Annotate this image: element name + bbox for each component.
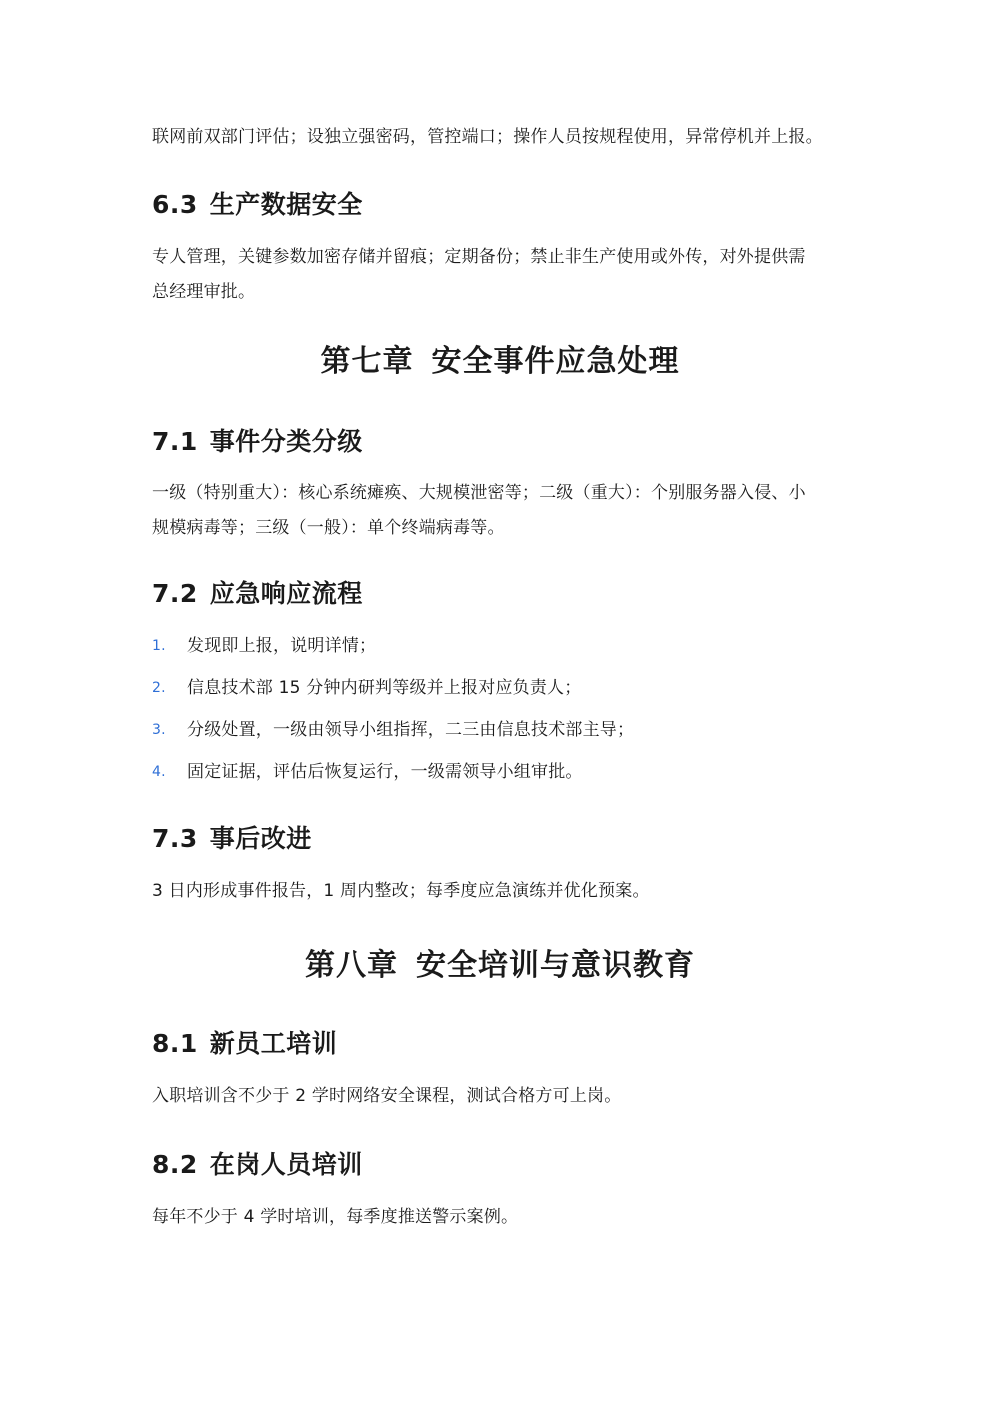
- section-7-3-paragraph: 3 日内形成事件报告，1 周内整改；每季度应急演练并优化预案。: [152, 881, 650, 901]
- list-item: [152, 760, 852, 802]
- chapter-number: 第七章: [320, 344, 414, 379]
- chapter-7-heading: [0, 340, 1000, 384]
- section-number: 8.1: [152, 1029, 198, 1058]
- section-7-2-heading: [152, 576, 852, 612]
- section-title: 事件分类分级: [209, 427, 363, 456]
- chapter-number: 第八章: [305, 948, 398, 983]
- section-8-2-paragraph: 每年不少于 4 学时培训，每季度推送警示案例。: [152, 1207, 519, 1227]
- section-number: 7.2: [152, 579, 198, 608]
- section-6-3-heading: [152, 187, 852, 223]
- list-marker: 1.: [152, 638, 166, 654]
- list-item: [152, 634, 852, 676]
- list-item: [152, 718, 852, 760]
- section-7-1-paragraph: [152, 476, 852, 546]
- section-number: 7.3: [152, 824, 198, 853]
- response-steps-list: [152, 634, 852, 802]
- paragraph-line: 专人管理，关键参数加密存储并留痕；定期备份；禁止非生产使用或外传，对外提供需: [152, 247, 806, 267]
- list-item-text: 信息技术部 15 分钟内研判等级并上报对应负责人；: [187, 678, 582, 698]
- section-title: 事后改进: [209, 824, 312, 853]
- list-item-text: 发现即上报，说明详情；: [187, 636, 377, 656]
- paragraph-line: 一级（特别重大）：核心系统瘫痪、大规模泄密等；二级（重大）：个别服务器入侵、小: [152, 483, 806, 503]
- list-item-text: 分级处置，一级由领导小组指挥，二三由信息技术部主导；: [187, 720, 635, 740]
- paragraph-line: 规模病毒等；三级（一般）：单个终端病毒等。: [152, 518, 505, 538]
- section-title: 应急响应流程: [209, 579, 363, 608]
- section-7-1-heading: [152, 424, 852, 460]
- section-6-3-paragraph: [152, 240, 852, 310]
- chapter-8-heading: [0, 944, 1000, 988]
- section-title: 新员工培训: [209, 1029, 338, 1058]
- list-item: [152, 676, 852, 718]
- section-8-1-paragraph: 入职培训含不少于 2 学时网络安全课程，测试合格方可上岗。: [152, 1086, 622, 1106]
- section-number: 7.1: [152, 427, 198, 456]
- chapter-title: 安全事件应急处理: [431, 344, 680, 379]
- section-title: 在岗人员培训: [209, 1150, 363, 1179]
- intro-paragraph: 联网前双部门评估；设独立强密码，管控端口；操作人员按规程使用，异常停机并上报。: [152, 127, 823, 147]
- list-item-text: 固定证据，评估后恢复运行，一级需领导小组审批。: [187, 762, 583, 782]
- section-number: 6.3: [152, 190, 198, 219]
- chapter-title: 安全培训与意识教育: [416, 948, 695, 983]
- section-number: 8.2: [152, 1150, 198, 1179]
- list-marker: 4.: [152, 764, 166, 780]
- section-8-1-heading: [152, 1026, 852, 1062]
- section-8-2-heading: [152, 1147, 852, 1183]
- list-marker: 3.: [152, 722, 166, 738]
- paragraph-line: 总经理审批。: [152, 282, 256, 302]
- section-7-3-heading: [152, 821, 852, 857]
- list-marker: 2.: [152, 680, 166, 696]
- section-title: 生产数据安全: [209, 190, 363, 219]
